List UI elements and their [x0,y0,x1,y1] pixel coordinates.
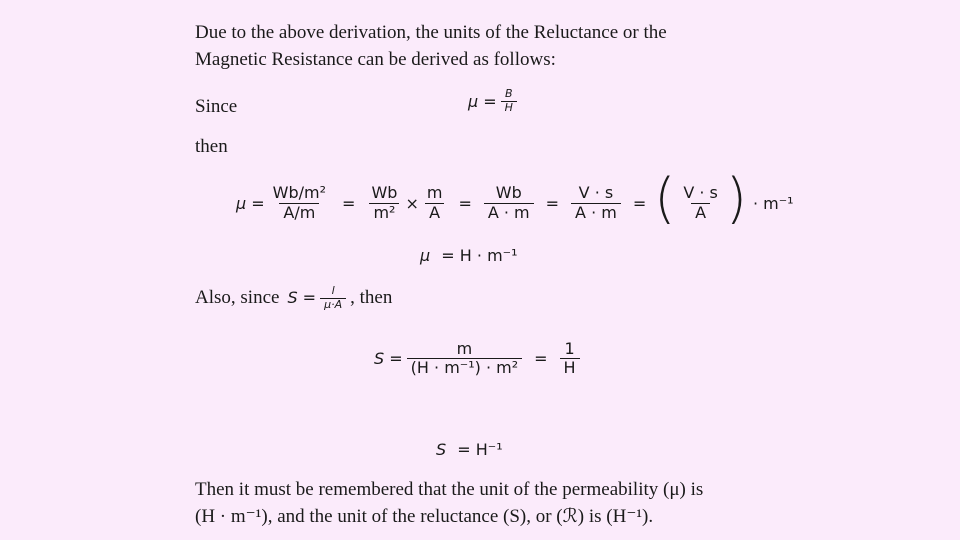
mu-definition-numerator: B [505,87,513,100]
fraction-vs-over-a [679,184,722,222]
fraction-m-over-a [423,184,447,222]
fraction-numerator: m [426,183,443,203]
fraction-numerator: V · s [683,183,718,203]
fraction-wb-per-m2-over-a-per-m [269,184,330,222]
fraction-1-over-h [560,340,580,378]
fraction-denominator: (H · m⁻¹) · m² [407,358,522,377]
conclusion-line-2: (H · m⁻¹), and the unit of the reluctance (S), or (ℛ) is (H⁻¹). [195,506,654,527]
fraction-denominator: A · m [484,203,534,222]
equals-sign: = [545,193,560,213]
fraction-wb-over-a-m [484,184,534,222]
times-sign: × [405,193,419,213]
fraction-numerator: Wb [371,183,398,203]
also-since-lhs: S = [287,288,317,308]
mu-result-lhs: μ [420,246,431,265]
equals-sign: = [632,193,647,213]
fraction-m-over-h-m-m2 [407,340,522,378]
fraction-numerator: Wb [495,183,522,203]
intro-line-1: Due to the above derivation, the units of the Reluctance or the [195,22,667,43]
conclusion-line-1: Then it must be remembered that the unit of the permeability (μ) is [195,479,704,500]
fraction-denominator: A [691,203,710,222]
mu-definition-lhs: μ = [468,91,497,111]
also-since-line [195,285,392,312]
fraction-vs-over-a-m [571,184,621,222]
equals-sign: = [458,193,472,213]
fraction-numerator: 1 [564,339,575,358]
equals-sign: = [534,349,548,369]
fraction-numerator: Wb/m² [272,183,327,203]
s-derivation-equation [374,340,584,378]
intro-line-2: Magnetic Resistance can be derived as follows: [195,49,556,70]
since-label: Since [195,96,238,117]
mu-derivation-equation [236,167,794,230]
mu-definition-denominator: H [501,101,517,115]
mu-chain-lhs: μ = [236,193,265,213]
equals-sign: = [342,193,356,213]
fraction-numerator: m [456,339,473,358]
s-result-lhs: S [436,440,447,459]
s-chain-lhs: S = [374,349,403,369]
left-paren: ( [654,167,676,230]
then-label: then [195,136,228,157]
fraction-denominator: μ·A [320,298,346,312]
fraction-wb-over-m2 [367,184,401,222]
right-paren: ) [725,167,747,230]
fraction-denominator: A/m [279,203,319,222]
fraction-numerator: V · s [578,183,614,203]
s-result-rhs: = H⁻¹ [457,440,503,459]
fraction-denominator: H [560,358,580,377]
mu-chain-tail: · m⁻¹ [752,193,794,213]
also-since-prefix: Also, since [195,287,280,309]
fraction-denominator: m² [369,203,399,222]
fraction-denominator: A · m [571,203,621,222]
also-since-suffix: , then [350,287,393,309]
also-since-fraction [316,285,350,312]
mu-definition-equation [468,88,521,114]
mu-result-rhs: = H · m⁻¹ [441,246,518,265]
s-result-equation [436,440,503,459]
mu-result-equation [420,246,518,265]
fraction-numerator: l [331,284,335,298]
fraction-denominator: A [425,203,444,222]
